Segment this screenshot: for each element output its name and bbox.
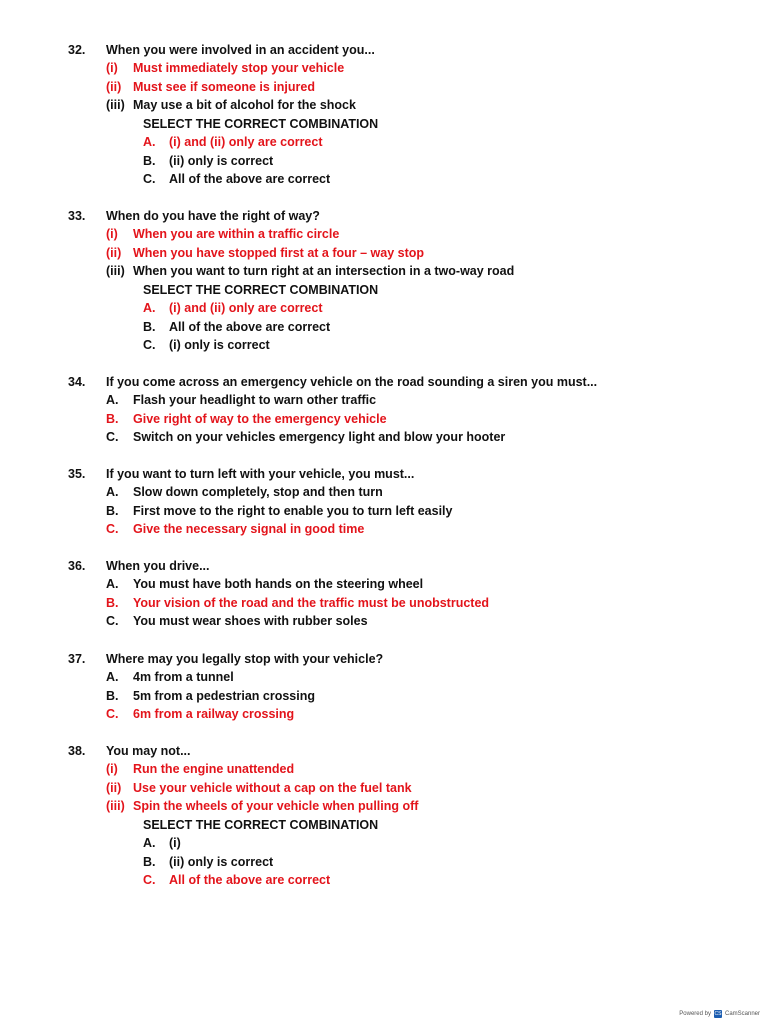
statement-mark: (ii): [106, 781, 122, 795]
option-text: 4m from a tunnel: [133, 670, 234, 684]
statement-text: Spin the wheels of your vehicle when pulling off: [133, 799, 419, 813]
question-stem: When you drive...: [106, 559, 210, 573]
choice-letter: A.: [143, 135, 156, 149]
choice-text: All of the above are correct: [169, 320, 331, 334]
statement-text: When you want to turn right at an intersection in a two-way road: [133, 264, 515, 278]
select-combination-label: SELECT THE CORRECT COMBINATION: [143, 283, 379, 297]
choice-letter: C.: [143, 338, 156, 352]
option-text: Switch on your vehicles emergency light and blow your hooter: [133, 430, 506, 444]
choice-text: (i) and (ii) only are correct: [169, 301, 323, 315]
powered-by-label: Powered by: [679, 1011, 711, 1017]
choice-text: All of the above are correct: [169, 172, 331, 186]
question-number: 38.: [68, 744, 86, 758]
choice-letter: B.: [143, 855, 156, 869]
question-number: 35.: [68, 467, 86, 481]
question-stem: If you want to turn left with your vehicle, you must...: [106, 467, 415, 481]
option-letter: B.: [106, 412, 119, 426]
option-letter: A.: [106, 485, 119, 499]
choice-text: (ii) only is correct: [169, 154, 274, 168]
choice-text: (i): [169, 836, 181, 850]
question-number: 33.: [68, 209, 86, 223]
choice-text: (i) and (ii) only are correct: [169, 135, 323, 149]
option-text: Give the necessary signal in good time: [133, 522, 365, 536]
choice-text: All of the above are correct: [169, 873, 331, 887]
option-text: Your vision of the road and the traffic must be unobstructed: [133, 596, 490, 610]
choice-letter: C.: [143, 172, 156, 186]
statement-mark: (iii): [106, 264, 125, 278]
statement-text: When you are within a traffic circle: [133, 227, 340, 241]
statement-mark: (ii): [106, 80, 122, 94]
question-number: 34.: [68, 375, 86, 389]
option-text: Slow down completely, stop and then turn: [133, 485, 383, 499]
statement-mark: (iii): [106, 98, 125, 112]
select-combination-label: SELECT THE CORRECT COMBINATION: [143, 117, 379, 131]
statement-mark: (i): [106, 227, 118, 241]
option-letter: C.: [106, 707, 119, 721]
option-letter: B.: [106, 596, 119, 610]
option-letter: C.: [106, 614, 119, 628]
choice-letter: B.: [143, 154, 156, 168]
option-letter: C.: [106, 522, 119, 536]
question-number: 37.: [68, 652, 86, 666]
question-stem: When you were involved in an accident you...: [106, 43, 375, 57]
option-text: You must wear shoes with rubber soles: [133, 614, 368, 628]
statement-mark: (i): [106, 762, 118, 776]
choice-letter: C.: [143, 873, 156, 887]
option-letter: A.: [106, 670, 119, 684]
choice-letter: B.: [143, 320, 156, 334]
option-letter: B.: [106, 689, 119, 703]
option-text: Give right of way to the emergency vehicle: [133, 412, 387, 426]
statement-mark: (ii): [106, 246, 122, 260]
select-combination-label: SELECT THE CORRECT COMBINATION: [143, 818, 379, 832]
camscanner-logo-icon: CS: [714, 1011, 722, 1017]
statement-mark: (i): [106, 61, 118, 75]
question-stem: You may not...: [106, 744, 191, 758]
statement-text: Must see if someone is injured: [133, 80, 315, 94]
option-text: You must have both hands on the steering wheel: [133, 577, 424, 591]
camscanner-brand: CamScanner: [724, 1011, 760, 1017]
question-number: 36.: [68, 559, 86, 573]
option-letter: B.: [106, 504, 119, 518]
option-letter: A.: [106, 393, 119, 407]
statement-text: May use a bit of alcohol for the shock: [133, 98, 356, 112]
option-text: 6m from a railway crossing: [133, 707, 295, 721]
scanner-watermark: [679, 1010, 760, 1018]
statement-mark: (iii): [106, 799, 125, 813]
question-stem: When do you have the right of way?: [106, 209, 320, 223]
option-text: First move to the right to enable you to turn left easily: [133, 504, 453, 518]
statement-text: Must immediately stop your vehicle: [133, 61, 345, 75]
option-letter: C.: [106, 430, 119, 444]
choice-letter: A.: [143, 301, 156, 315]
option-letter: A.: [106, 577, 119, 591]
question-number: 32.: [68, 43, 86, 57]
question-stem: If you come across an emergency vehicle on the road sounding a siren you must...: [106, 375, 598, 389]
statement-text: Run the engine unattended: [133, 762, 295, 776]
statement-text: When you have stopped first at a four – way stop: [133, 246, 425, 260]
option-text: 5m from a pedestrian crossing: [133, 689, 316, 703]
choice-text: (i) only is correct: [169, 338, 270, 352]
option-text: Flash your headlight to warn other traffic: [133, 393, 377, 407]
choice-letter: A.: [143, 836, 156, 850]
choice-text: (ii) only is correct: [169, 855, 274, 869]
question-stem: Where may you legally stop with your vehicle?: [106, 652, 384, 666]
statement-text: Use your vehicle without a cap on the fuel tank: [133, 781, 412, 795]
